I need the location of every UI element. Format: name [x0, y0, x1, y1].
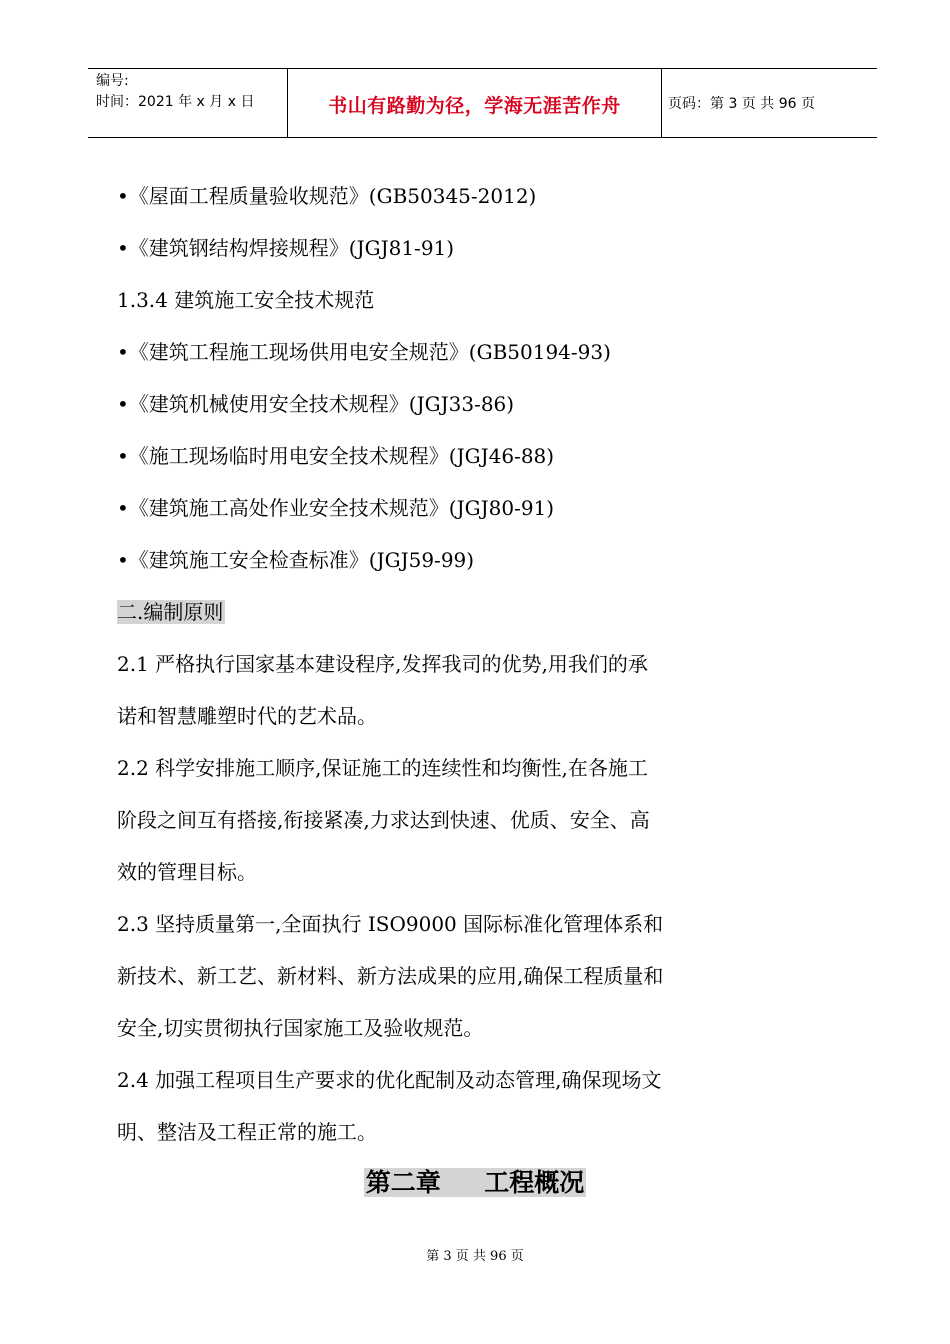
list-item: •《施工现场临时用电安全技术规程》(JGJ46-88)	[117, 444, 555, 468]
list-item: •《建筑施工高处作业安全技术规范》(JGJ80-91)	[117, 496, 555, 520]
paragraph-line: 2.4 加强工程项目生产要求的优化配制及动态管理,确保现场文	[117, 1068, 662, 1092]
chapter-heading-row	[0, 1163, 950, 1199]
paragraph-line: 2.3 坚持质量第一,全面执行 ISO9000 国际标准化管理体系和	[117, 912, 664, 936]
page-header	[88, 68, 877, 138]
list-item: •《屋面工程质量验收规范》(GB50345-2012)	[117, 184, 537, 208]
paragraph-line: 明、整洁及工程正常的施工。	[117, 1120, 377, 1144]
list-item: •《建筑施工安全检查标准》(JGJ59-99)	[117, 548, 475, 572]
document-time-label: 时间：2021 年 x 月 x 日	[96, 94, 255, 110]
list-item: •《建筑钢结构焊接规程》(JGJ81-91)	[117, 236, 455, 260]
header-motto-cell	[288, 69, 662, 137]
section-title: 二.编制原则	[117, 600, 224, 624]
header-page-info: 页码：第 3 页 共 96 页	[668, 96, 815, 112]
paragraph-line: 2.1 严格执行国家基本建设程序,发挥我司的优势,用我们的承	[117, 652, 648, 676]
document-body	[117, 176, 839, 1164]
document-number-label: 编号:	[96, 73, 129, 89]
paragraph-line: 诺和智慧雕塑时代的艺术品。	[117, 704, 377, 728]
paragraph-line: 2.2 科学安排施工顺序,保证施工的连续性和均衡性,在各施工	[117, 756, 648, 780]
chapter-heading: 第二章 工程概况	[365, 1168, 585, 1197]
paragraph-line: 新技术、新工艺、新材料、新方法成果的应用,确保工程质量和	[117, 964, 664, 988]
subsection-heading: 1.3.4 建筑施工安全技术规范	[117, 288, 375, 312]
page-footer: 第 3 页 共 96 页	[426, 1249, 524, 1264]
paragraph-line: 效的管理目标。	[117, 860, 257, 884]
header-meta-cell	[88, 69, 288, 137]
paragraph-line: 阶段之间互有搭接,衔接紧凑,力求达到快速、优质、安全、高	[117, 808, 650, 832]
list-item: •《建筑工程施工现场供用电安全规范》(GB50194-93)	[117, 340, 611, 364]
list-item: •《建筑机械使用安全技术规程》(JGJ33-86)	[117, 392, 515, 416]
section-title-row	[117, 592, 839, 644]
header-page-cell	[662, 69, 877, 137]
paragraph-line: 安全,切实贯彻执行国家施工及验收规范。	[117, 1016, 484, 1040]
header-motto: 书山有路勤为径，学海无涯苦作舟	[328, 95, 621, 117]
